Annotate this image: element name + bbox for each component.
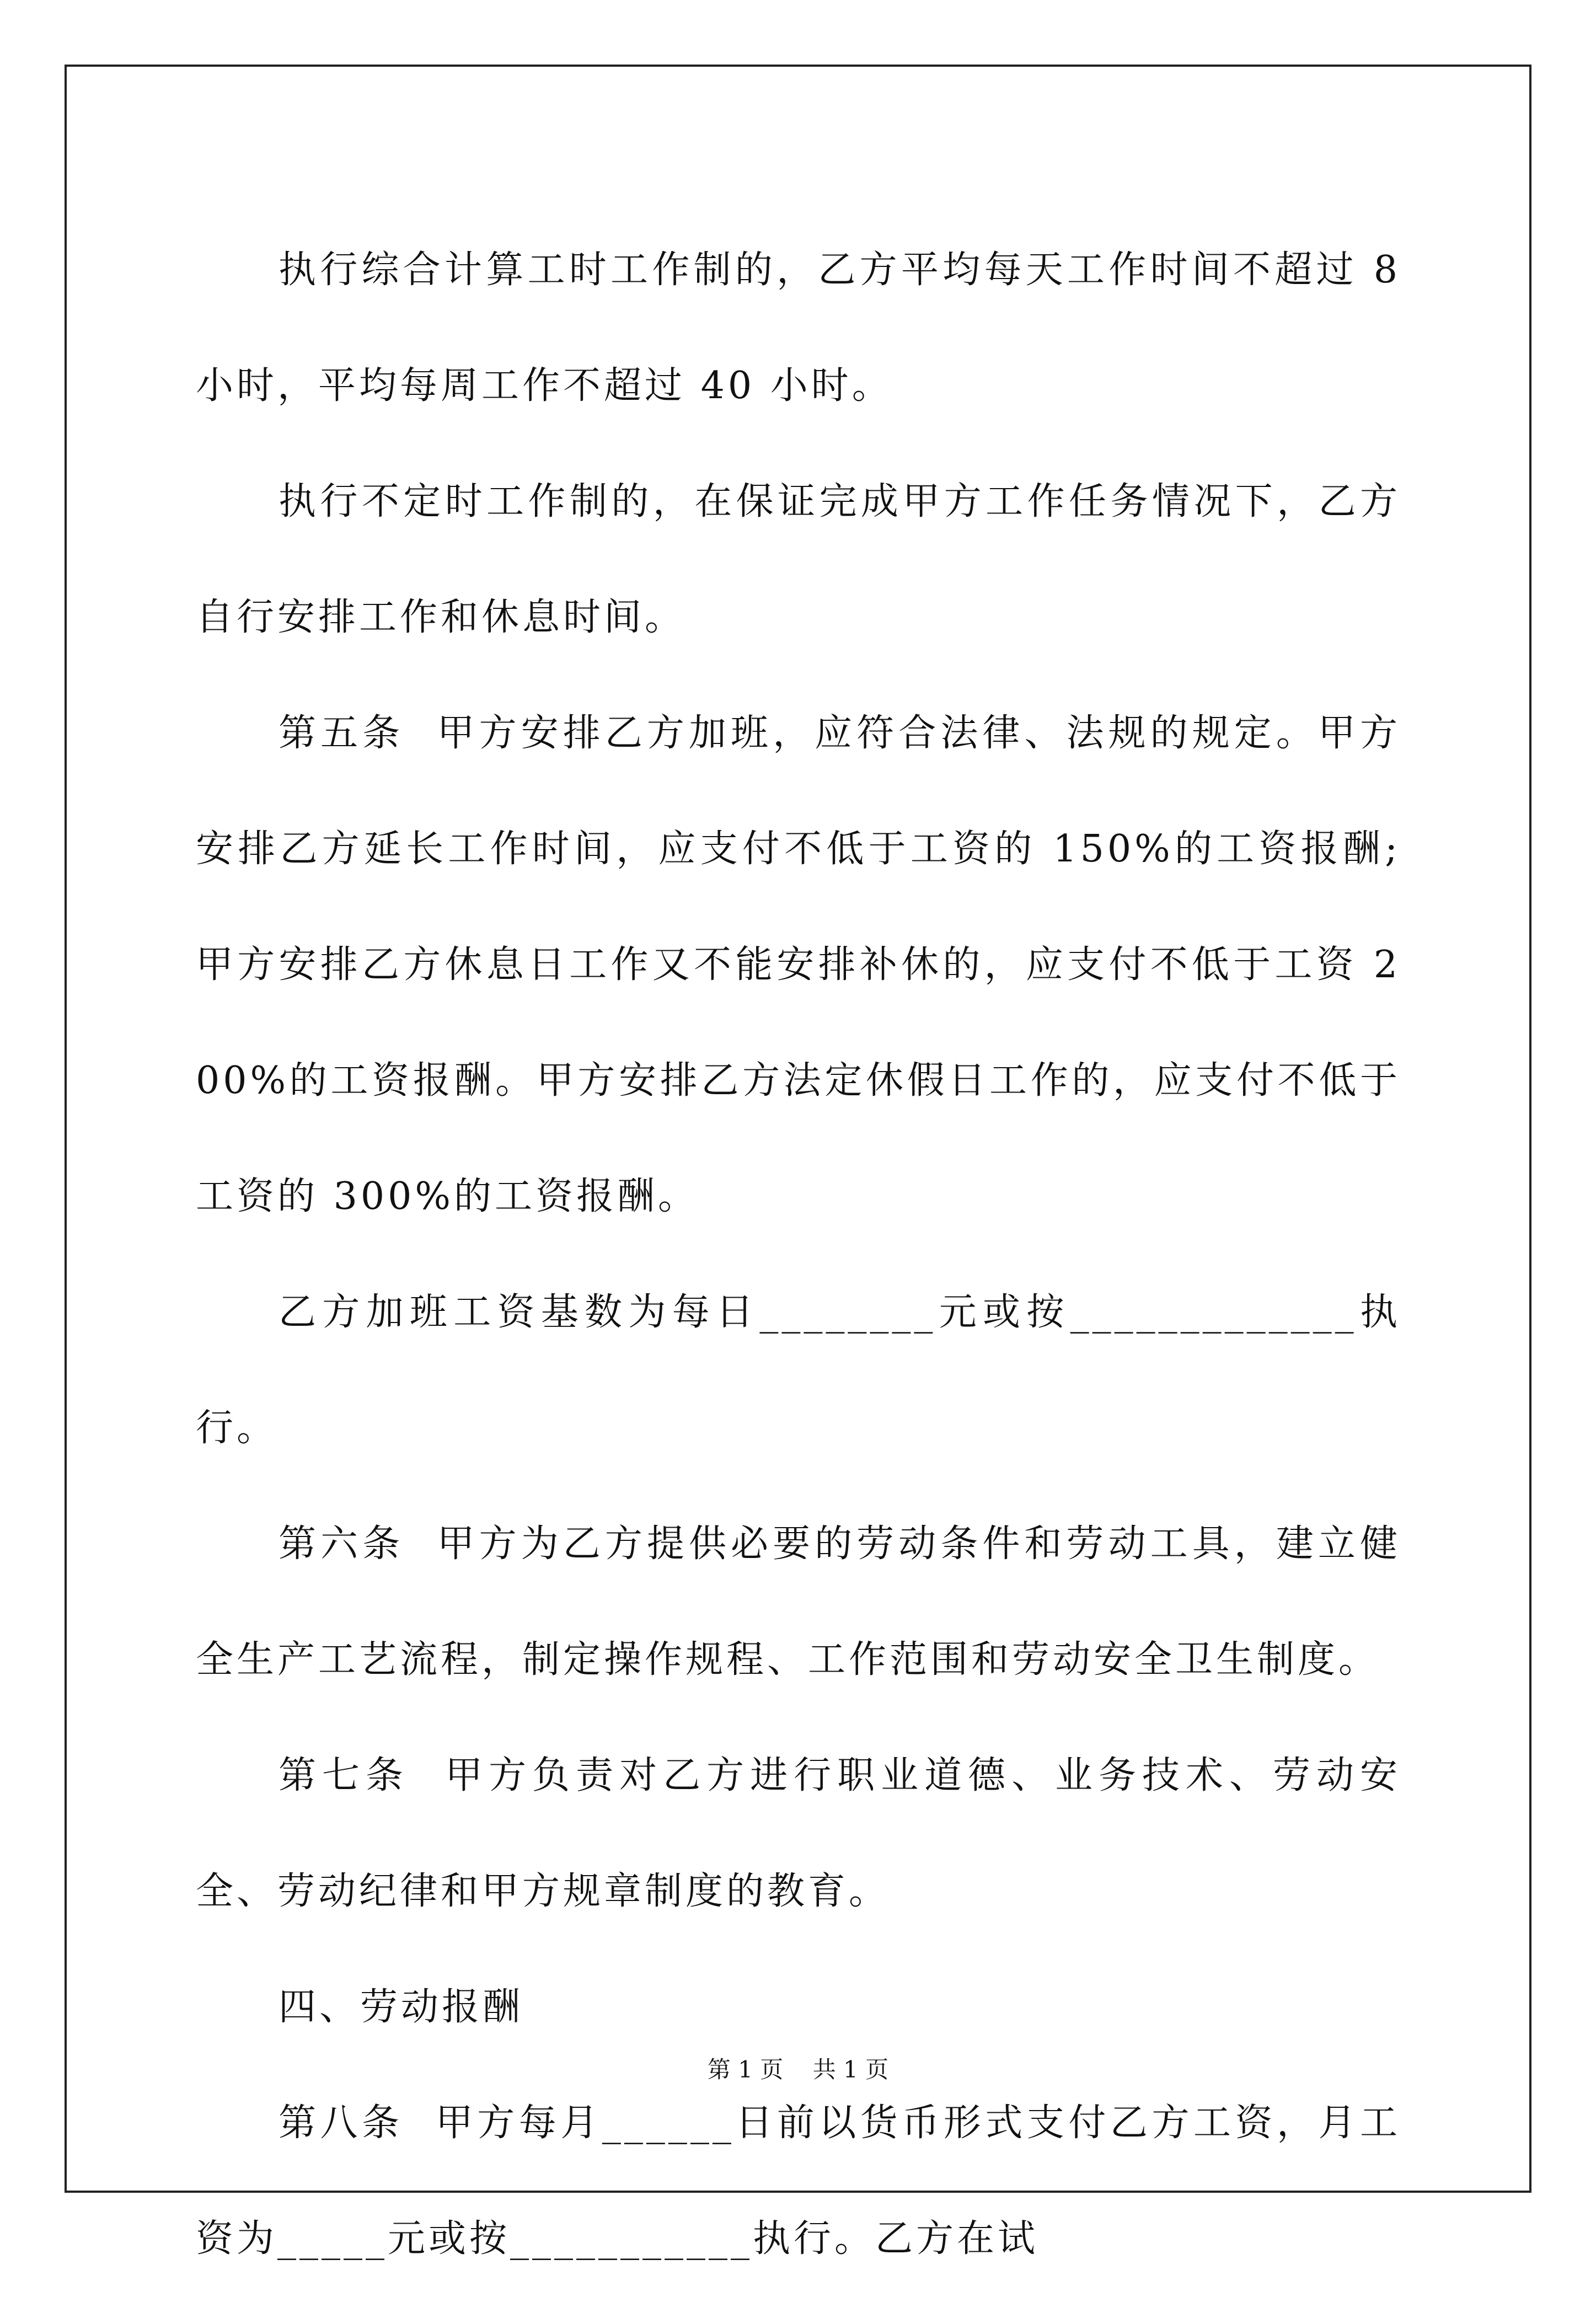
section-heading-remuneration: 四、劳动报酬 bbox=[279, 1985, 524, 2029]
paragraph-article-7-education: 第七条 甲方负责对乙方进行职业道德、业务技术、劳动安全、劳动纪律和甲方规章制度的教育。 bbox=[196, 1754, 1401, 1913]
paragraph-work-hours-comprehensive: 执行综合计算工时工作制的，乙方平均每天工作时间不超过 8 小时，平均每周工作不超过 40 小时。 bbox=[196, 248, 1416, 408]
paragraph-article-6-conditions: 第六条 甲方为乙方提供必要的劳动条件和劳动工具，建立健全生产工艺流程，制定操作规程、工作范围和劳动安全卫生制度。 bbox=[196, 1522, 1401, 1682]
paragraph-work-hours-flexible: 执行不定时工作制的，在保证完成甲方工作任务情况下，乙方自行安排工作和休息时间。 bbox=[196, 480, 1401, 639]
page-footer: 第 1 页 共 1 页 bbox=[707, 2056, 889, 2083]
paragraph-article-5-overtime: 第五条 甲方安排乙方加班，应符合法律、法规的规定。甲方安排乙方延长工作时间，应支付不低于工资的 150%的工资报酬;甲方安排乙方休息日工作又不能安排补休的，应支付不低于工资 200%的工资报酬。甲方安排乙方法定休假日工作的，应支付不低于工资的 300%的工资报酬。 bbox=[196, 711, 1401, 1218]
document-body bbox=[196, 212, 1416, 2297]
paragraph-article-8-salary: 第八条 甲方每月______日前以货币形式支付乙方工资，月工资为_____元或按___________执行。乙方在试 bbox=[196, 2101, 1401, 2261]
paragraph-overtime-base: 乙方加班工资基数为每日________元或按_____________执行。 bbox=[196, 1291, 1401, 1450]
